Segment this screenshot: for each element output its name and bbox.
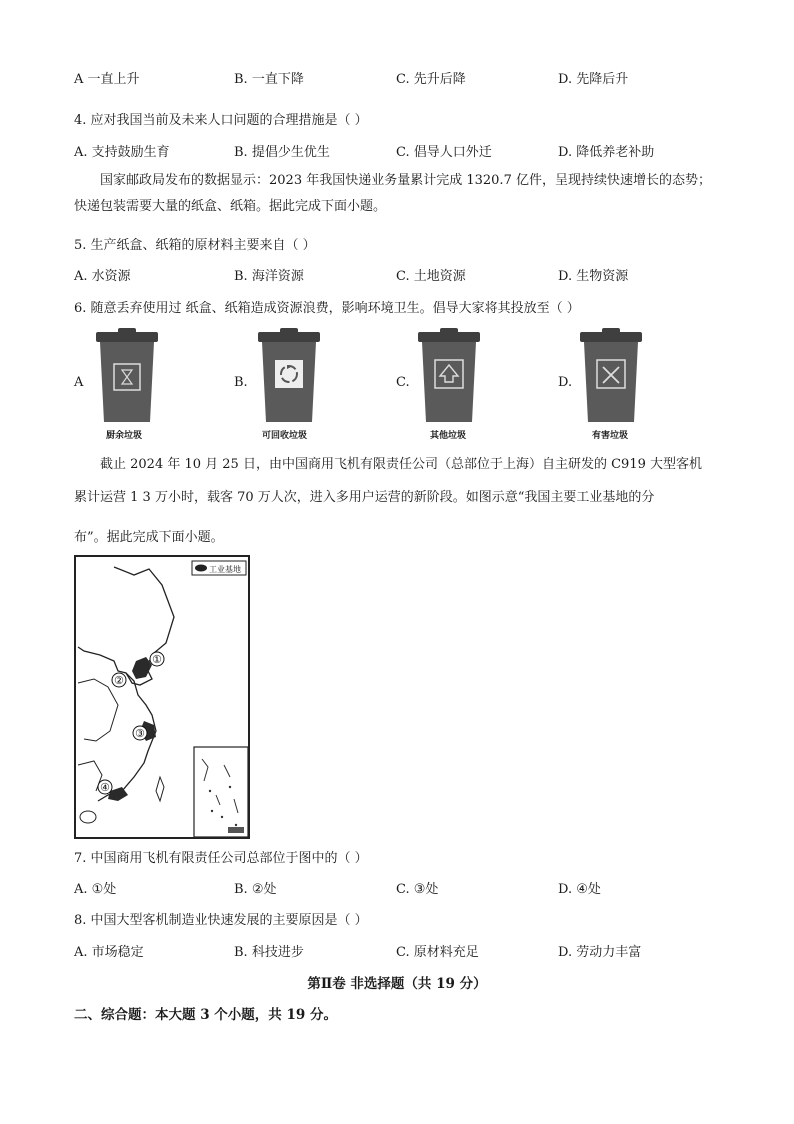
q4-stem: 4. 应对我国当前及未来人口问题的合理措施是（ ） bbox=[74, 113, 368, 128]
marker-3: ③ bbox=[135, 727, 145, 740]
q6-option-a-label: 厨余垃圾 bbox=[106, 431, 143, 441]
q5-option-b: B. 海洋资源 bbox=[234, 269, 304, 284]
marker-2: ② bbox=[114, 674, 124, 687]
hazardous-bin bbox=[576, 326, 646, 426]
q4-option-d: D. 降低养老补助 bbox=[558, 145, 655, 160]
q7-stem: 7. 中国商用飞机有限责任公司总部位于图中的（ ） bbox=[74, 851, 368, 866]
marker-1: ① bbox=[152, 653, 162, 666]
q3-option-c: C. 先升后降 bbox=[396, 72, 466, 87]
q8-option-c: C. 原材料充足 bbox=[396, 945, 479, 960]
q6-option-d-letter: D. bbox=[558, 375, 573, 390]
q4-option-c: C. 倡导人口外迁 bbox=[396, 145, 492, 160]
industrial-base-map bbox=[74, 555, 250, 839]
q6-option-c-label: 其他垃圾 bbox=[430, 431, 467, 441]
q8-stem: 8. 中国大型客机制造业快速发展的主要原因是（ ） bbox=[74, 913, 368, 928]
q4-option-b: B. 提倡少生优生 bbox=[234, 145, 330, 160]
passage-c919-line2: 累计运营 1 3 万小时，载客 70 万人次，进入多用户运营的新阶段。如图示意“我国主要工业基地的分 bbox=[74, 490, 655, 505]
other-waste-bin bbox=[414, 326, 484, 426]
q4-option-a: A. 支持鼓励生育 bbox=[74, 145, 170, 160]
q3-option-a: A 一直上升 bbox=[74, 72, 140, 87]
q7-option-a: A. ①处 bbox=[74, 882, 117, 897]
recyclable-bin bbox=[254, 326, 324, 426]
q8-option-b: B. 科技进步 bbox=[234, 945, 304, 960]
q7-option-c: C. ③处 bbox=[396, 882, 439, 897]
passage-c919-line1: 截止 2024 年 10 月 25 日，由中国商用飞机有限责任公司（总部位于上海）自主研发的 C919 大型客机 bbox=[100, 457, 702, 472]
q6-option-b-letter: B. bbox=[234, 375, 248, 390]
section-2-heading: 二、综合题：本大题 3 个小题，共 19 分。 bbox=[74, 1007, 337, 1023]
south-china-sea-inset bbox=[194, 747, 248, 837]
passage-c919-line3: 布”。据此完成下面小题。 bbox=[74, 530, 224, 545]
q7-option-d: D. ④处 bbox=[558, 882, 601, 897]
section-ii-title: 第Ⅱ卷 非选择题（共 19 分） bbox=[307, 976, 487, 992]
q7-option-b: B. ②处 bbox=[234, 882, 277, 897]
q6-option-a-letter: A bbox=[74, 375, 84, 390]
q3-option-d: D. 先降后升 bbox=[558, 72, 629, 87]
legend-label: 工业基地 bbox=[209, 565, 241, 574]
q8-option-d: D. 劳动力丰富 bbox=[558, 945, 642, 960]
food-waste-bin bbox=[92, 326, 162, 426]
recycle-icon bbox=[275, 360, 303, 388]
q6-stem: 6. 随意丢弃使用过 纸盒、纸箱造成资源浪费，影响环境卫生。倡导大家将其投放至（ ） bbox=[74, 301, 580, 316]
q6-option-b-label: 可回收垃圾 bbox=[262, 431, 308, 441]
q6-option-c-letter: C. bbox=[396, 375, 410, 390]
q5-option-d: D. 生物资源 bbox=[558, 269, 629, 284]
q6-option-d-label: 有害垃圾 bbox=[592, 431, 629, 441]
q5-option-c: C. 土地资源 bbox=[396, 269, 466, 284]
map-legend bbox=[192, 561, 246, 575]
passage-express-delivery: 国家邮政局发布的数据显示：2023 年我国快递业务量累计完成 1320.7 亿件，呈现持续快速增长的态势；快递包装需要大量的纸盒、纸箱。据此完成下面小题。 bbox=[74, 173, 711, 214]
q5-option-a: A. 水资源 bbox=[74, 269, 131, 284]
q5-stem: 5. 生产纸盒、纸箱的原材料主要来自（ ） bbox=[74, 238, 316, 253]
q8-option-a: A. 市场稳定 bbox=[74, 945, 144, 960]
marker-4: ④ bbox=[100, 781, 110, 794]
q3-option-b: B. 一直下降 bbox=[234, 72, 304, 87]
